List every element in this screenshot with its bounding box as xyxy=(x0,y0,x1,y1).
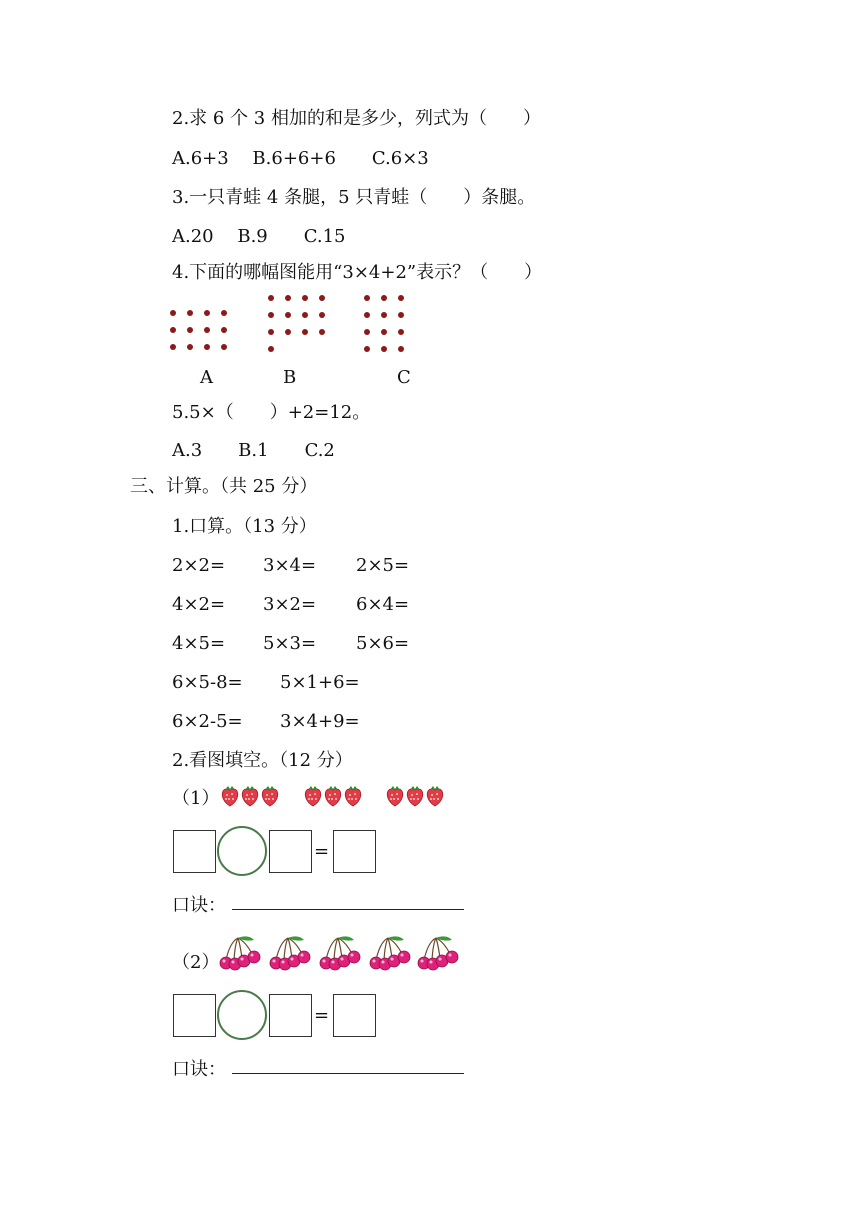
calc-item: 5×6= xyxy=(356,633,410,654)
dot xyxy=(364,312,370,318)
strawberry-icon xyxy=(387,786,402,806)
dot xyxy=(268,312,274,318)
dot xyxy=(381,295,387,301)
strawberry-groups xyxy=(220,784,450,812)
q4-stem: 4.下面的哪幅图能用“3×4+2”表示？（ ） xyxy=(172,262,543,283)
calc-item: 2×5= xyxy=(356,555,410,576)
answer-box[interactable] xyxy=(333,994,376,1037)
calc-item: 6×2-5= xyxy=(172,711,243,732)
equals-sign: = xyxy=(314,841,330,862)
section3-title: 三、计算。（共 25 分） xyxy=(130,476,318,497)
dot xyxy=(221,344,227,350)
dot xyxy=(285,295,291,301)
calc-item: 6×4= xyxy=(356,594,410,615)
dot-figure-b xyxy=(268,295,328,352)
dot xyxy=(221,310,227,316)
dot xyxy=(170,344,176,350)
answer-box[interactable] xyxy=(333,830,376,873)
dot xyxy=(268,295,274,301)
strawberry-icon xyxy=(222,786,237,806)
strawberry-icon xyxy=(242,786,257,806)
dot xyxy=(364,346,370,352)
figure-label-c: C xyxy=(397,367,411,388)
calc-item: 6×5-8= xyxy=(172,672,243,693)
answer-box[interactable] xyxy=(269,994,312,1037)
dot xyxy=(319,312,325,318)
dot xyxy=(381,312,387,318)
q5-stem: 5.5×（ ）+2=12。 xyxy=(172,402,371,423)
cherry-icon xyxy=(270,936,310,970)
dot xyxy=(398,312,404,318)
calc-item: 4×5= xyxy=(172,633,226,654)
figure-label-b: B xyxy=(283,367,297,388)
dot xyxy=(204,344,210,350)
calc2-title: 2.看图填空。（12 分） xyxy=(172,750,353,771)
dot xyxy=(204,327,210,333)
q2-stem: 2.求 6 个 3 相加的和是多少，列式为（ ） xyxy=(172,108,541,129)
dot xyxy=(319,295,325,301)
dot xyxy=(268,346,274,352)
dot xyxy=(302,312,308,318)
calc-item: 3×4+9= xyxy=(280,711,360,732)
calc-item: 3×4= xyxy=(263,555,317,576)
dot-figure-a xyxy=(170,310,230,352)
dot xyxy=(398,346,404,352)
dot xyxy=(268,329,274,335)
strawberry-icon xyxy=(305,786,320,806)
answer-box[interactable] xyxy=(173,830,216,873)
dot xyxy=(364,329,370,335)
strawberry-icon xyxy=(345,786,360,806)
dot xyxy=(187,344,193,350)
figure-label-a: A xyxy=(200,367,213,388)
cherry-icon xyxy=(220,936,260,970)
calc-item: 5×3= xyxy=(263,633,317,654)
koujue-label: 口诀： xyxy=(172,1059,226,1080)
part1-label: （1） xyxy=(172,788,220,809)
dot xyxy=(187,310,193,316)
operator-circle[interactable] xyxy=(217,826,267,876)
equals-sign: = xyxy=(314,1005,330,1026)
dot-figure-c xyxy=(364,295,409,352)
calc-item: 3×2= xyxy=(263,594,317,615)
strawberry-icon xyxy=(262,786,277,806)
cherry-icon xyxy=(320,936,360,970)
q5-options: A.3 B.1 C.2 xyxy=(172,440,335,461)
cherry-icon xyxy=(418,936,458,970)
cherry-icon xyxy=(370,936,410,970)
koujue-answer-line[interactable] xyxy=(232,1073,464,1074)
dot xyxy=(170,310,176,316)
dot xyxy=(319,329,325,335)
koujue-label: 口诀： xyxy=(172,895,226,916)
dot xyxy=(364,295,370,301)
dot xyxy=(204,310,210,316)
calc-item: 4×2= xyxy=(172,594,226,615)
dot xyxy=(398,295,404,301)
calc1-title: 1.口算。（13 分） xyxy=(172,516,317,537)
dot xyxy=(398,329,404,335)
dot xyxy=(302,295,308,301)
strawberry-icon xyxy=(325,786,340,806)
cherry-groups xyxy=(218,934,468,972)
q3-options: A.20 B.9 C.15 xyxy=(172,226,346,247)
calc-item: 5×1+6= xyxy=(280,672,360,693)
koujue-answer-line[interactable] xyxy=(232,909,464,910)
dot xyxy=(381,346,387,352)
operator-circle[interactable] xyxy=(217,990,267,1040)
dot xyxy=(285,329,291,335)
part2-label: （2） xyxy=(172,952,220,973)
answer-box[interactable] xyxy=(269,830,312,873)
calc-item: 2×2= xyxy=(172,555,226,576)
strawberry-icon xyxy=(407,786,422,806)
dot xyxy=(302,329,308,335)
dot xyxy=(285,312,291,318)
strawberry-icon xyxy=(427,786,442,806)
answer-box[interactable] xyxy=(173,994,216,1037)
dot xyxy=(381,329,387,335)
dot xyxy=(221,327,227,333)
q2-options: A.6+3 B.6+6+6 C.6×3 xyxy=(172,148,429,169)
dot xyxy=(170,327,176,333)
dot xyxy=(187,327,193,333)
q3-stem: 3.一只青蛙 4 条腿，5 只青蛙（ ）条腿。 xyxy=(172,187,536,208)
